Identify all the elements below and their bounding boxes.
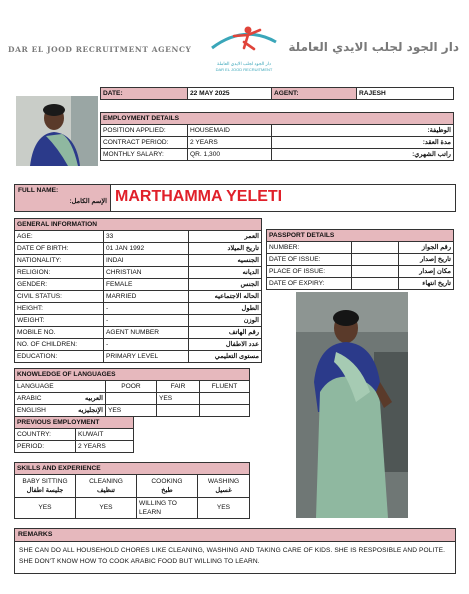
skill-header-ar: تنظيف: [96, 487, 116, 494]
skills-title: SKILLS AND EXPERIENCE: [15, 463, 250, 475]
general-label: DATE OF BIRTH:: [15, 243, 104, 255]
agency-name-en: DAR EL JOOD RECRUITMENT AGENCY: [8, 45, 192, 54]
general-value: MARRIED: [104, 291, 189, 303]
general-label-ar: الطول: [189, 303, 262, 315]
table-row: [15, 243, 262, 255]
skill-header-ar: طبخ: [161, 487, 173, 494]
skill-header-en: COOKING: [151, 478, 183, 485]
table-row: [267, 254, 454, 266]
languages-title: KNOWLEDGE OF LANGUAGES: [15, 369, 250, 381]
lang-fair: YES: [157, 393, 200, 405]
general-label: RELIGION:: [15, 267, 104, 279]
table-row: [15, 303, 262, 315]
table-row: [267, 242, 454, 254]
skill-value: WILLING TO LEARN: [137, 498, 198, 519]
general-label: CIVIL STATUS:: [15, 291, 104, 303]
table-row: [15, 405, 250, 417]
general-value: CHRISTIAN: [104, 267, 189, 279]
previous-value: 2 YEARS: [76, 441, 134, 453]
general-label: HEIGHT:: [15, 303, 104, 315]
table-row: [15, 429, 134, 441]
full-name-label-cell: [15, 185, 111, 211]
employment-value: QR. 1,300: [188, 149, 272, 161]
passport-value: [352, 242, 399, 254]
passport-value: [352, 278, 399, 290]
lang-name-en: ENGLISH: [17, 406, 46, 414]
skill-header-ar: غسيل: [215, 487, 232, 494]
employment-label: POSITION APPLIED:: [101, 125, 188, 137]
employment-label: CONTRACT PERIOD:: [101, 137, 188, 149]
skill-header-en: WASHING: [207, 478, 240, 485]
remarks-text: SHE CAN DO ALL HOUSEHOLD CHORES LIKE CLEANING, WASHING AND TAKING CARE OF KIDS. SHE IS RESPOSIBLE AND POLITE. SHE DON'T KNOW HOW TO COOK ARABIC FOOD BUT WILLING TO LEARN.: [19, 547, 446, 565]
passport-table: [266, 229, 454, 290]
passport-label-ar: رقم الجواز: [399, 242, 454, 254]
skill-header-en: BABY SITTING: [22, 478, 68, 485]
skill-header: [76, 475, 137, 498]
passport-title: PASSPORT DETAILS: [267, 230, 454, 242]
previous-employment-table: [14, 416, 134, 453]
general-label: GENDER:: [15, 279, 104, 291]
general-label: WEIGHT:: [15, 315, 104, 327]
lang-col-header: LANGUAGE: [15, 381, 106, 393]
passport-label-ar: تاريخ انتهاء: [399, 278, 454, 290]
general-label: NO. OF CHILDREN:: [15, 339, 104, 351]
general-label-ar: العمر: [189, 231, 262, 243]
logo-caption-ar: دار الجود لجلب الايدي العاملة: [217, 61, 271, 66]
lang-poor: YES: [106, 405, 157, 417]
lang-col-header: FLUENT: [200, 381, 250, 393]
remarks-box: [14, 528, 456, 574]
table-row: [101, 125, 454, 137]
general-label-ar: رقم الهاتف: [189, 327, 262, 339]
general-value: FEMALE: [104, 279, 189, 291]
table-row: [101, 137, 454, 149]
table-row: [15, 315, 262, 327]
remarks-title: REMARKS: [15, 529, 455, 542]
table-row: [15, 339, 262, 351]
languages-table: [14, 368, 250, 417]
lang-name: [15, 393, 106, 405]
table-row: [15, 255, 262, 267]
passport-label: DATE OF ISSUE:: [267, 254, 352, 266]
skill-value: YES: [15, 498, 76, 519]
skills-table: [14, 462, 250, 519]
general-label-ar: تاريخ الميلاد: [189, 243, 262, 255]
general-label: AGE:: [15, 231, 104, 243]
general-value: -: [104, 315, 189, 327]
candidate-photo-small: [16, 96, 98, 166]
table-row: [15, 475, 250, 498]
date-label: DATE:: [101, 88, 188, 100]
lang-fair: [157, 405, 200, 417]
general-value: INDAI: [104, 255, 189, 267]
general-value: 01 JAN 1992: [104, 243, 189, 255]
skill-header: [15, 475, 76, 498]
lang-fluent: [200, 405, 250, 417]
lang-col-header: FAIR: [157, 381, 200, 393]
table-row: [15, 393, 250, 405]
skill-header-en: CLEANING: [89, 478, 123, 485]
table-row: [15, 498, 250, 519]
table-row: [15, 441, 134, 453]
general-label-ar: الوزن: [189, 315, 262, 327]
passport-label-ar: تاريخ إصدار: [399, 254, 454, 266]
table-row: [15, 381, 250, 393]
employment-label-ar: راتب الشهري:: [272, 149, 454, 161]
skill-value: YES: [198, 498, 250, 519]
table-row: [101, 149, 454, 161]
general-info-table: [14, 218, 262, 363]
table-row: [15, 267, 262, 279]
passport-label: DATE OF EXPIRY:: [267, 278, 352, 290]
passport-label-ar: مكان إصدار: [399, 266, 454, 278]
employment-label-ar: الوظيفة:: [272, 125, 454, 137]
passport-label: NUMBER:: [267, 242, 352, 254]
skill-value: YES: [76, 498, 137, 519]
table-row: [15, 327, 262, 339]
employment-label-ar: مدة العقد:: [272, 137, 454, 149]
lang-poor: [106, 393, 157, 405]
general-value: 33: [104, 231, 189, 243]
general-label-ar: الحاله الاجتماعيه: [189, 291, 262, 303]
full-name-label: FULL NAME:: [18, 187, 59, 194]
agent-label: AGENT:: [272, 88, 357, 100]
general-label: EDUCATION:: [15, 351, 104, 363]
employment-table: [100, 112, 454, 161]
previous-employment-title: PREVIOUS EMPLOYMENT: [15, 417, 134, 429]
employment-title: EMPLOYMENT DETAILS: [101, 113, 454, 125]
general-value: -: [104, 339, 189, 351]
lang-name: [15, 405, 106, 417]
table-row: [15, 351, 262, 363]
general-value: AGENT NUMBER: [104, 327, 189, 339]
agency-logo: [204, 22, 284, 72]
full-name-label-ar: الإسم الكامل:: [69, 198, 107, 205]
date-value: 22 MAY 2025: [188, 88, 272, 100]
table-row: [15, 231, 262, 243]
general-label-ar: الجنسيه: [189, 255, 262, 267]
previous-label: COUNTRY:: [15, 429, 76, 441]
table-row: [15, 279, 262, 291]
full-name-box: [14, 184, 456, 212]
lang-col-header: POOR: [106, 381, 157, 393]
general-value: PRIMARY LEVEL: [104, 351, 189, 363]
general-value: -: [104, 303, 189, 315]
candidate-photo-full: [296, 292, 408, 518]
passport-value: [352, 254, 399, 266]
table-row: [267, 266, 454, 278]
lang-name-ar: العربيه: [84, 394, 103, 402]
lang-name-ar: الإنجليزيه: [78, 406, 103, 414]
general-label-ar: الجنس: [189, 279, 262, 291]
general-label-ar: عدد الاطفال: [189, 339, 262, 351]
lang-fluent: [200, 393, 250, 405]
previous-label: PERIOD:: [15, 441, 76, 453]
table-row: [15, 291, 262, 303]
table-row: [267, 278, 454, 290]
full-name-value: MARTHAMMA YELETI: [115, 188, 283, 205]
general-label-ar: الديانه: [189, 267, 262, 279]
agency-name-ar: دار الجود لجلب الايدي العاملة: [288, 40, 459, 54]
skill-header: [198, 475, 250, 498]
skill-header: [137, 475, 198, 498]
date-agent-table: [100, 87, 454, 100]
general-info-title: GENERAL INFORMATION: [15, 219, 262, 231]
employment-value: 2 YEARS: [188, 137, 272, 149]
general-label: MOBILE NO.: [15, 327, 104, 339]
passport-label: PLACE OF ISSUE:: [267, 266, 352, 278]
skill-header-ar: جليسة اطفال: [26, 487, 64, 494]
previous-value: KUWAIT: [76, 429, 134, 441]
general-label: NATIONALITY:: [15, 255, 104, 267]
general-label-ar: مستوى التعليمي: [189, 351, 262, 363]
lang-name-en: ARABIC: [17, 394, 42, 402]
passport-value: [352, 266, 399, 278]
employment-value: HOUSEMAID: [188, 125, 272, 137]
agent-value: RAJESH: [357, 88, 454, 100]
logo-caption-en: DAR EL JOOD RECRUITMENT: [215, 67, 273, 72]
employment-label: MONTHLY SALARY:: [101, 149, 188, 161]
